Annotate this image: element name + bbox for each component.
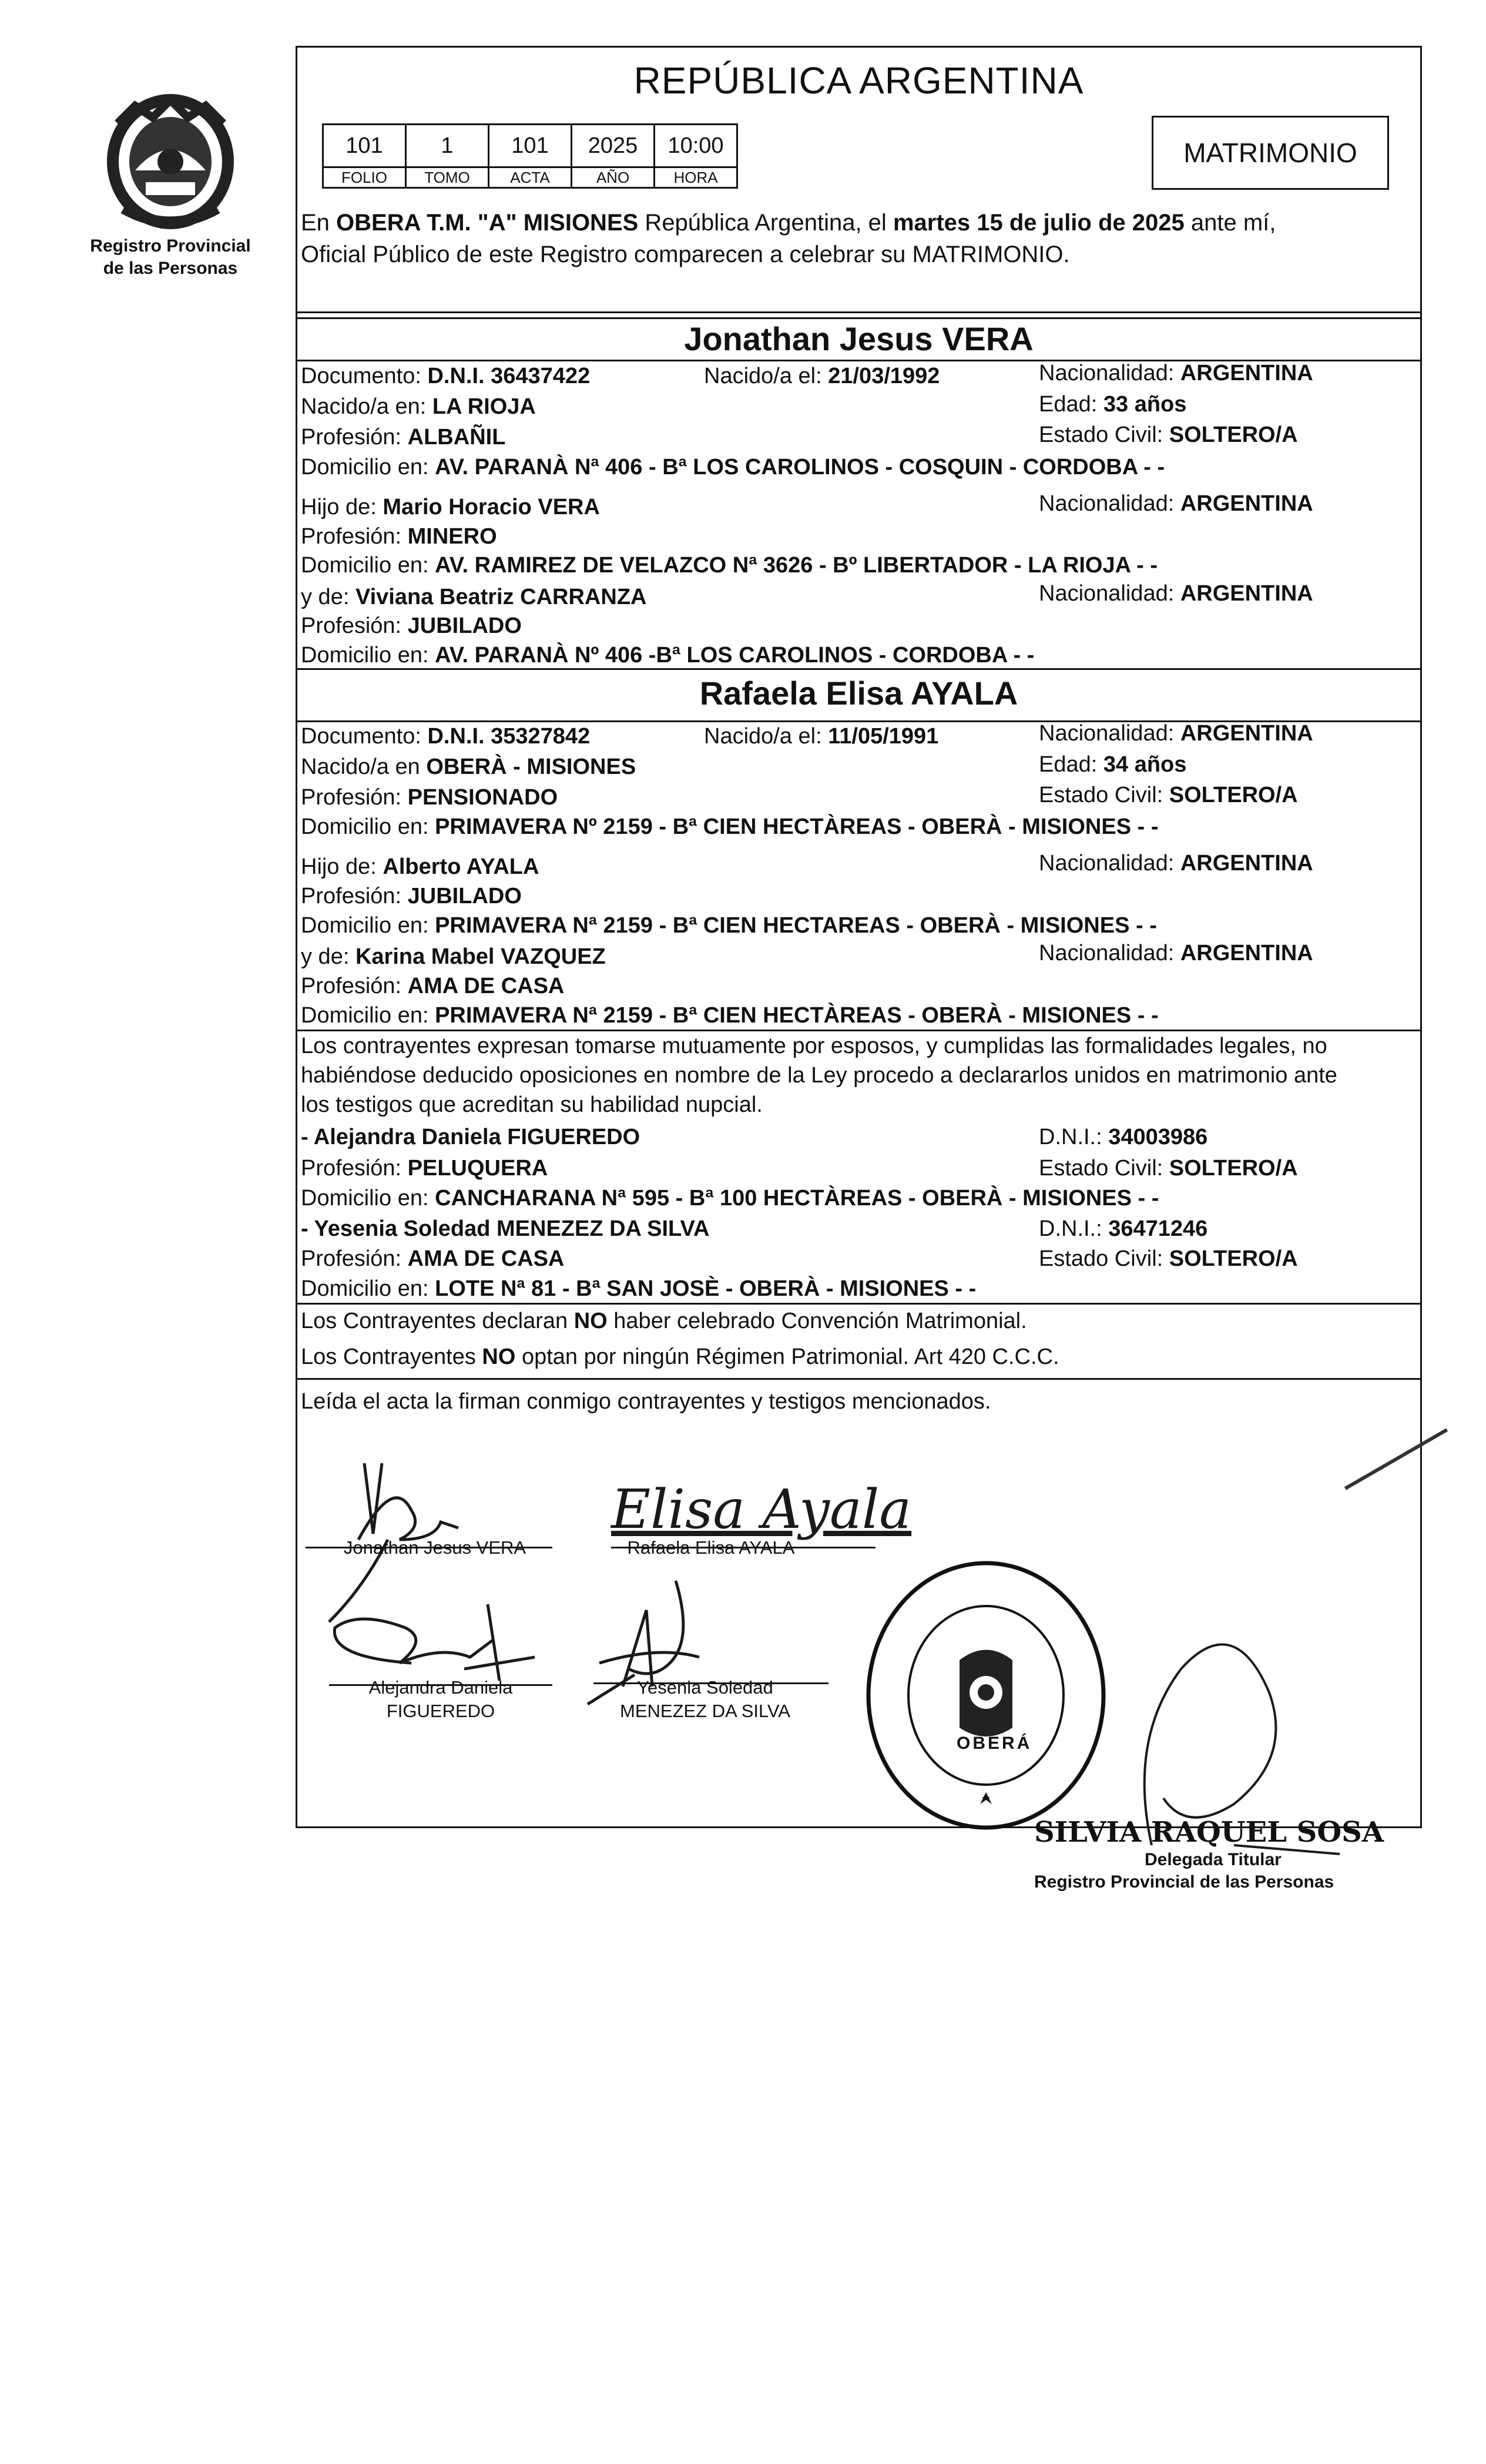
bride-address-value: PRIMAVERA Nº 2159 - Bª CIEN HECTÀREAS - OBERÀ - MISIONES - - xyxy=(435,814,1159,839)
emphasis: NO xyxy=(482,1345,516,1369)
bride-civil-status xyxy=(1039,780,1298,810)
label: Domicilio en: xyxy=(301,913,435,938)
bride-mother-nationality xyxy=(1039,938,1313,968)
bride-profession-value: PENSIONADO xyxy=(407,785,558,810)
bride-age-value: 34 años xyxy=(1103,752,1187,777)
bride-birthplace-value: OBERÀ - MISIONES xyxy=(426,755,636,779)
label: Edad: xyxy=(1039,752,1103,777)
bride-profession xyxy=(301,783,558,812)
value: AMA DE CASA xyxy=(407,1246,565,1271)
label: Profesión: xyxy=(301,785,408,810)
bride-signature: Elisa Ayala xyxy=(611,1478,912,1541)
label-line: FIGUEREDO xyxy=(386,1701,495,1721)
groom-profession-value: ALBAÑIL xyxy=(407,425,506,450)
declaration-line3: los testigos que acreditan su habilidad nupcial. xyxy=(301,1092,763,1117)
label: Edad: xyxy=(1039,392,1103,417)
label: Nacionalidad: xyxy=(1039,581,1180,606)
value: PELUQUERA xyxy=(407,1156,548,1181)
witness1-dni-value: 34003986 xyxy=(1108,1125,1208,1149)
value: SOLTERO/A xyxy=(1169,1246,1298,1271)
label: Profesión: xyxy=(301,1156,408,1181)
closing-statement: Leída el acta la firman conmigo contrayentes y testigos mencionados. xyxy=(301,1389,991,1414)
hora-label: HORA xyxy=(655,167,737,188)
label: Hijo de: xyxy=(301,495,383,519)
patrimonial-convention xyxy=(301,1306,1027,1336)
label-line: Alejandra Daniela xyxy=(368,1677,513,1698)
label: y de: xyxy=(301,944,355,969)
acta-label: ACTA xyxy=(489,167,572,188)
seal-city: OBERÁ xyxy=(957,1734,1032,1753)
witness1-address xyxy=(301,1184,1159,1213)
value: ARGENTINA xyxy=(1180,581,1313,606)
groom-civil-status xyxy=(1039,420,1298,450)
declaration-line2: habiéndose deducido oposiciones en nombre de la Ley procedo a declararlos unidos en matrimonio ante xyxy=(301,1063,1337,1088)
record-index-table xyxy=(322,123,738,189)
label: Documento: xyxy=(301,364,428,388)
intro-place: OBERA T.M. "A" MISIONES xyxy=(336,210,639,236)
witness1-name: - Alejandra Daniela FIGUEREDO xyxy=(301,1125,640,1149)
groom-mother-profession xyxy=(301,611,522,641)
official-seal xyxy=(863,1557,1109,1833)
witness1-civil xyxy=(1039,1154,1298,1183)
label: y de: xyxy=(301,585,355,609)
bride-document xyxy=(301,722,590,751)
groom-father-value: Mario Horacio VERA xyxy=(383,495,600,519)
value: CANCHARANA Nª 595 - Bª 100 HECTÀREAS - OBERÀ - MISIONES - - xyxy=(435,1186,1159,1211)
label-line: Yesenia Soledad xyxy=(637,1677,773,1698)
label: Estado Civil: xyxy=(1039,783,1169,807)
bride-age xyxy=(1039,750,1186,779)
text: Los Contrayentes declaran xyxy=(301,1309,574,1333)
text: optan por ningún Régimen Patrimonial. Art 420 C.C.C. xyxy=(515,1345,1059,1369)
label: Hijo de: xyxy=(301,854,383,879)
page-title: REPÚBLICA ARGENTINA xyxy=(633,59,1084,102)
folio-value: 101 xyxy=(323,125,406,167)
intro-text: República Argentina, el xyxy=(638,210,893,236)
label: Nacionalidad: xyxy=(1039,361,1180,385)
witness2-profession xyxy=(301,1244,564,1273)
label: Profesión: xyxy=(301,884,408,909)
bride-father-profession xyxy=(301,881,522,911)
value: ARGENTINA xyxy=(1180,851,1313,876)
label: Nacionalidad: xyxy=(1039,851,1180,876)
bride-mother-address xyxy=(301,1001,1159,1030)
groom-father-address xyxy=(301,551,1158,580)
value: JUBILADO xyxy=(407,884,522,909)
value: ARGENTINA xyxy=(1180,491,1313,516)
bride-signature-label: Rafaela Elisa AYALA xyxy=(627,1537,795,1558)
bride-birthdate-value: 11/05/1991 xyxy=(828,724,939,749)
label: Estado Civil: xyxy=(1039,1246,1169,1271)
value: MINERO xyxy=(407,524,497,549)
groom-birthdate xyxy=(704,361,940,391)
groom-signature-label: Jonathan Jesus VERA xyxy=(343,1537,526,1558)
act-type-box: MATRIMONIO xyxy=(1152,116,1389,190)
label: Nacionalidad: xyxy=(1039,721,1180,746)
value: PRIMAVERA Nª 2159 - Bª CIEN HECTAREAS - OBERÀ - MISIONES - - xyxy=(435,913,1157,938)
bride-mother-profession xyxy=(301,971,564,1001)
label: Domicilio en: xyxy=(301,814,435,839)
label: Nacido/a en xyxy=(301,755,427,779)
bride-father-address xyxy=(301,911,1157,940)
hora-value: 10:00 xyxy=(655,125,737,167)
bride-birthdate xyxy=(704,722,938,751)
groom-mother-value: Viviana Beatriz CARRANZA xyxy=(355,585,647,609)
label: Nacido/a en: xyxy=(301,394,432,419)
value: ARGENTINA xyxy=(1180,941,1313,966)
registry-label-line2: de las Personas xyxy=(103,259,238,278)
bride-address xyxy=(301,812,1158,842)
label: Nacido/a el: xyxy=(704,724,828,749)
intro-paragraph xyxy=(301,207,1417,270)
label: D.N.I.: xyxy=(1039,1125,1109,1149)
label: Nacionalidad: xyxy=(1039,491,1180,516)
groom-profession xyxy=(301,423,505,452)
groom-father xyxy=(301,492,600,522)
witness2-name: - Yesenia Soledad MENEZEZ DA SILVA xyxy=(301,1216,710,1241)
official-title: Delegada Titular xyxy=(1145,1850,1282,1869)
groom-civil-value: SOLTERO/A xyxy=(1169,423,1298,447)
label: Domicilio en: xyxy=(301,1003,435,1028)
bride-father-value: Alberto AYALA xyxy=(383,854,539,879)
folio-label: FOLIO xyxy=(323,167,406,188)
tomo-value: 1 xyxy=(406,125,489,167)
groom-address xyxy=(301,452,1165,482)
value: AMA DE CASA xyxy=(407,974,565,998)
witness2-dni-value: 36471246 xyxy=(1108,1216,1208,1241)
label: Profesión: xyxy=(301,1246,408,1271)
registry-label xyxy=(71,235,270,280)
label: Estado Civil: xyxy=(1039,1156,1169,1181)
bride-nationality xyxy=(1039,719,1313,748)
divider xyxy=(296,311,1422,313)
official-office: Registro Provincial de las Personas xyxy=(1034,1872,1334,1892)
groom-name-heading: Jonathan Jesus VERA xyxy=(684,320,1034,357)
bride-mother xyxy=(301,942,606,971)
witness1-signature-label xyxy=(329,1676,552,1723)
acta-value: 101 xyxy=(489,125,572,167)
bride-name-heading: Rafaela Elisa AYALA xyxy=(699,675,1018,712)
bride-father xyxy=(301,852,539,881)
witness2-civil xyxy=(1039,1244,1298,1273)
groom-father-profession xyxy=(301,522,497,551)
label: Domicilio en: xyxy=(301,643,435,668)
witness2-signature-label xyxy=(605,1676,805,1723)
label: Domicilio en: xyxy=(301,1186,435,1211)
tomo-label: TOMO xyxy=(406,167,489,188)
label: Domicilio en: xyxy=(301,455,435,480)
value: PRIMAVERA Nª 2159 - Bª CIEN HECTÀREAS - OBERÀ - MISIONES - - xyxy=(435,1003,1159,1028)
divider xyxy=(296,317,1422,319)
anio-value: 2025 xyxy=(572,125,655,167)
intro-date: martes 15 de julio de 2025 xyxy=(893,210,1185,236)
label: Estado Civil: xyxy=(1039,423,1169,447)
divider xyxy=(296,1378,1422,1380)
seal-ring-text xyxy=(863,1557,1109,1833)
groom-mother-address xyxy=(301,641,1034,670)
groom-birthplace-value: LA RIOJA xyxy=(432,394,536,419)
label: D.N.I.: xyxy=(1039,1216,1109,1241)
intro-line2: Oficial Público de este Registro comparecen a celebrar su MATRIMONIO. xyxy=(301,242,1070,267)
bride-mother-value: Karina Mabel VAZQUEZ xyxy=(355,944,606,969)
bride-father-nationality xyxy=(1039,849,1313,878)
value: AV. RAMIREZ DE VELAZCO Nª 3626 - Bº LIBERTADOR - LA RIOJA - - xyxy=(435,553,1158,578)
groom-document xyxy=(301,361,590,391)
witness2-dni xyxy=(1039,1214,1207,1243)
groom-nationality-value: ARGENTINA xyxy=(1180,361,1313,385)
groom-father-nationality xyxy=(1039,489,1313,518)
emphasis: NO xyxy=(573,1309,608,1333)
groom-age-value: 33 años xyxy=(1103,392,1187,417)
groom-nationality xyxy=(1039,358,1313,388)
witness1-dni xyxy=(1039,1122,1207,1152)
bride-birthplace xyxy=(301,752,636,782)
groom-doc-value: D.N.I. 36437422 xyxy=(427,364,591,388)
text: haber celebrado Convención Matrimonial. xyxy=(607,1309,1027,1333)
label: Profesión: xyxy=(301,425,408,450)
groom-mother-nationality xyxy=(1039,579,1313,608)
label: Nacido/a el: xyxy=(704,364,828,388)
groom-birthdate-value: 21/03/1992 xyxy=(828,364,940,388)
groom-age xyxy=(1039,390,1186,419)
witness1-profession xyxy=(301,1154,548,1183)
label: Profesión: xyxy=(301,974,408,998)
value: LOTE Nª 81 - Bª SAN JOSÈ - OBERÀ - MISIONES - - xyxy=(435,1276,977,1301)
label: Domicilio en: xyxy=(301,553,435,578)
province-emblem xyxy=(82,82,259,235)
label: Profesión: xyxy=(301,614,408,638)
label: Documento: xyxy=(301,724,428,749)
label: Nacionalidad: xyxy=(1039,941,1180,966)
groom-mother xyxy=(301,582,646,612)
witness2-address xyxy=(301,1274,976,1303)
label-line: MENEZEZ DA SILVA xyxy=(620,1701,790,1721)
label: Profesión: xyxy=(301,524,408,549)
value: AV. PARANÀ Nº 406 -Bª LOS CAROLINOS - CORDOBA - - xyxy=(435,643,1035,668)
patrimonial-regime xyxy=(301,1342,1059,1372)
value: JUBILADO xyxy=(407,614,522,638)
declaration-line1: Los contrayentes expresan tomarse mutuamente por esposos, y cumplidas las formalidades legales, no xyxy=(301,1034,1327,1058)
registry-label-line1: Registro Provincial xyxy=(90,236,251,256)
groom-birthplace xyxy=(301,392,536,421)
label: Domicilio en: xyxy=(301,1276,435,1301)
groom-address-value: AV. PARANÀ Nª 406 - Bª LOS CAROLINOS - COSQUIN - CORDOBA - - xyxy=(435,455,1165,480)
text: Los Contrayentes xyxy=(301,1345,482,1369)
bride-doc-value: D.N.I. 35327842 xyxy=(427,724,591,749)
bride-civil-value: SOLTERO/A xyxy=(1169,783,1298,807)
official-name: SILVIA RAQUEL SOSA xyxy=(1034,1816,1384,1849)
intro-text: ante mí, xyxy=(1184,210,1276,236)
intro-text: En xyxy=(301,210,337,236)
anio-label: AÑO xyxy=(572,167,655,188)
bride-nationality-value: ARGENTINA xyxy=(1180,721,1313,746)
value: SOLTERO/A xyxy=(1169,1156,1298,1181)
